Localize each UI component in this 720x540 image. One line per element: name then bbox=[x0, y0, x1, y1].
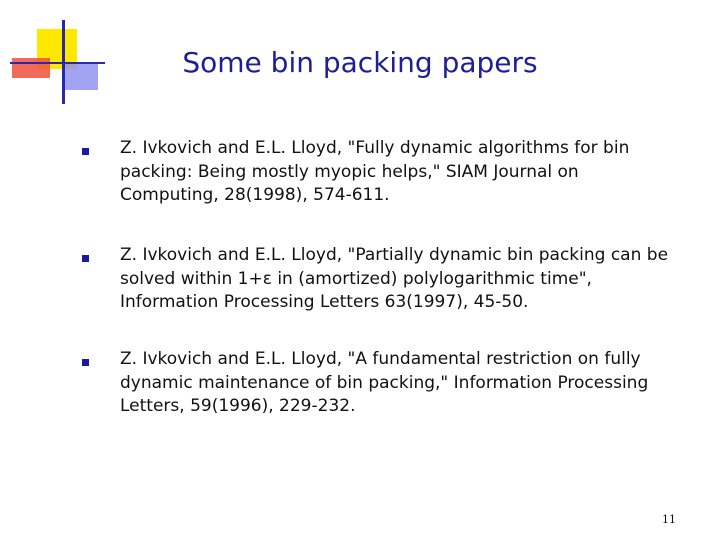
bullet-marker-icon bbox=[82, 148, 89, 155]
logo-red-square bbox=[12, 58, 50, 78]
reference-item: Z. Ivkovich and E.L. Lloyd, "Fully dynamic algorithms for bin packing: Being mostly myopic helps," SIAM Journal on Computing, 28(1998), 574-611. bbox=[120, 138, 630, 205]
slide-logo-decoration bbox=[0, 0, 110, 110]
reference-item: Z. Ivkovich and E.L. Lloyd, "Partially dynamic bin packing can be solved within 1+ε in (amortized) polylogarithmic time", Information Processing Letters 63(1997), 45-50. bbox=[120, 245, 669, 312]
logo-blue-square bbox=[62, 62, 98, 90]
bullet-marker-icon bbox=[82, 359, 89, 366]
logo-horizontal-line bbox=[10, 62, 105, 64]
reference-item: Z. Ivkovich and E.L. Lloyd, "A fundamental restriction on fully dynamic maintenance of bin packing," Information Processing Letters, 59(1996), 229-232. bbox=[120, 349, 649, 416]
bullet-marker-icon bbox=[82, 255, 89, 262]
page-number: 11 bbox=[662, 513, 676, 526]
slide-title: Some bin packing papers bbox=[182, 46, 538, 79]
